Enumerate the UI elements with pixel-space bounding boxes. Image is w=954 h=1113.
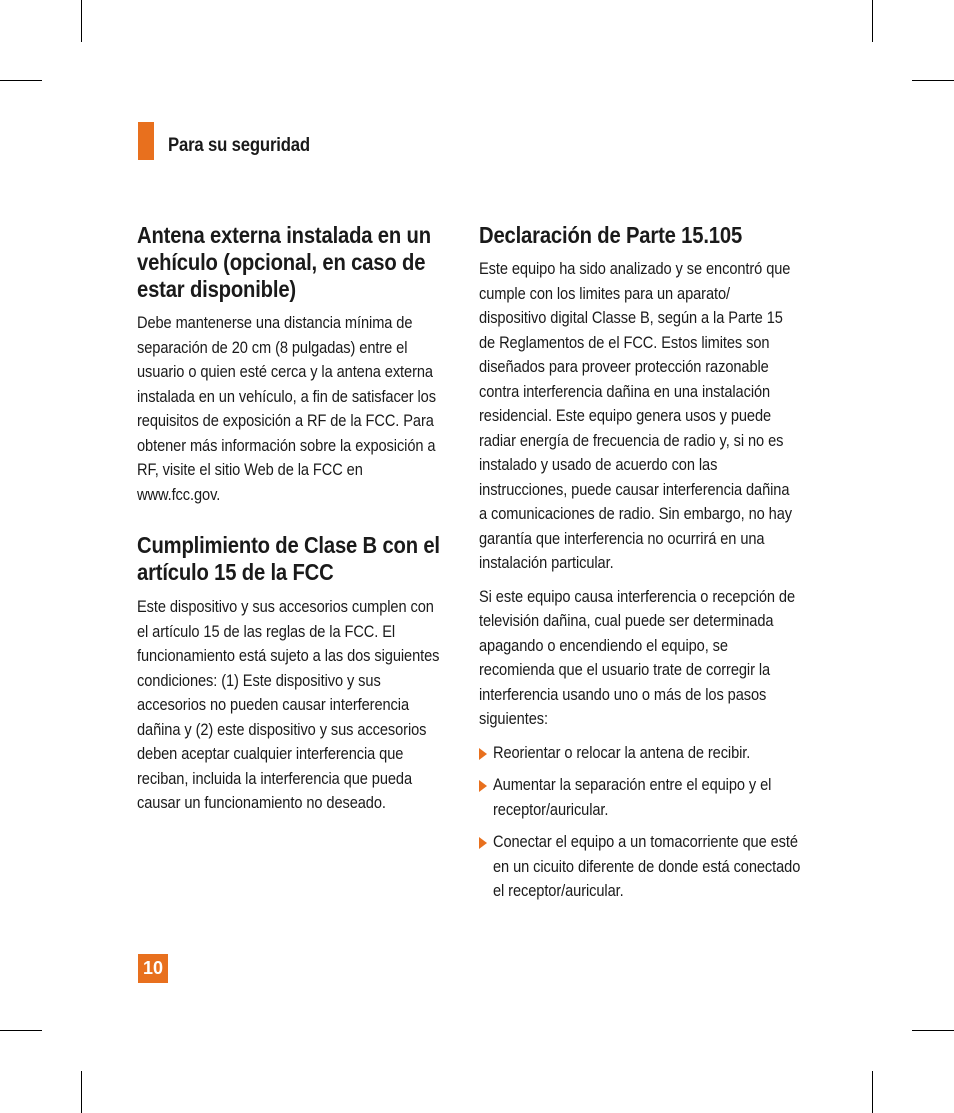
class-b-heading: Cumplimiento de Clase B con el artículo 15 de la FCC <box>137 532 440 585</box>
list-item <box>479 830 799 904</box>
right-column <box>479 222 799 904</box>
crop-mark <box>912 1030 954 1031</box>
steps-list <box>479 741 799 904</box>
list-item <box>479 741 799 766</box>
declaration-paragraph-1: Este equipo ha sido analizado y se encontró que cumple con los limites para un aparato/ dispositivo digital Classe B, según a la Parte 15 de Reglamentos de el FCC. Estos limites son diseñados para proveer protección razonable contra interferencia dañina en una instalación residencial. Este equipo genera usos y puede radiar energía de frecuencia de radio y, si no es instalado y usado de acuerdo con las instrucciones, puede causar interferencia dañina a comunicaciones de radio. Sin embargo, no hay garantía que interferencia no ocurrirá en una instalación particular. <box>479 259 793 572</box>
list-item-text: Reorientar o relocar la antena de recibir. <box>493 742 751 762</box>
crop-mark <box>81 0 82 42</box>
crop-mark <box>912 80 954 81</box>
crop-mark <box>0 80 42 81</box>
crop-mark <box>872 0 873 42</box>
bullet-arrow-icon <box>479 837 487 849</box>
declaration-paragraph-2: Si este equipo causa interferencia o recepción de televisión dañina, cual puede ser determinada apagando o encendiendo el equipo, se recomienda que el usuario trate de corregir la interferencia usando uno o más de los pasos siguientes: <box>479 586 796 728</box>
antenna-body: Debe mantenerse una distancia mínima de separación de 20 cm (8 pulgadas) entre el usuario o quien esté cerca y la antena externa instalada en un vehículo, a fin de satisfacer los requisitos de exposición a RF de la FCC. Para obtener más información sobre la exposición a RF, visite el sitio Web de la FCC en www.fcc.gov. <box>137 313 436 504</box>
antenna-heading: Antena externa instalada en un vehículo (opcional, en caso de estar disponible) <box>137 222 431 302</box>
left-column <box>137 222 447 812</box>
section-marker-bar <box>138 122 154 160</box>
class-b-body: Este dispositivo y sus accesorios cumplen con el artículo 15 de las reglas de la FCC. El funcionamiento está sujeto a las dos siguientes condiciones: (1) Este dispositivo y sus accesorios no pueden causar interferencia dañina y (2) este dispositivo y sus accesorios deben aceptar cualquier interferencia que reciban, incluida la interferencia que pueda causar un funcionamiento no deseado. <box>137 597 440 812</box>
list-item-text: Conectar el equipo a un tomacorriente que esté en un cicuito diferente de donde está conectado el receptor/auricular. <box>493 832 801 900</box>
crop-mark <box>0 1030 42 1031</box>
list-item <box>479 773 799 822</box>
bullet-arrow-icon <box>479 780 487 792</box>
section-title: Para su seguridad <box>168 135 310 156</box>
list-item-text: Aumentar la separación entre el equipo y el receptor/auricular. <box>493 775 772 819</box>
bullet-arrow-icon <box>479 748 487 760</box>
page-number: 10 <box>138 954 168 983</box>
crop-mark <box>872 1071 873 1113</box>
crop-mark <box>81 1071 82 1113</box>
declaration-heading: Declaración de Parte 15.105 <box>479 222 743 248</box>
